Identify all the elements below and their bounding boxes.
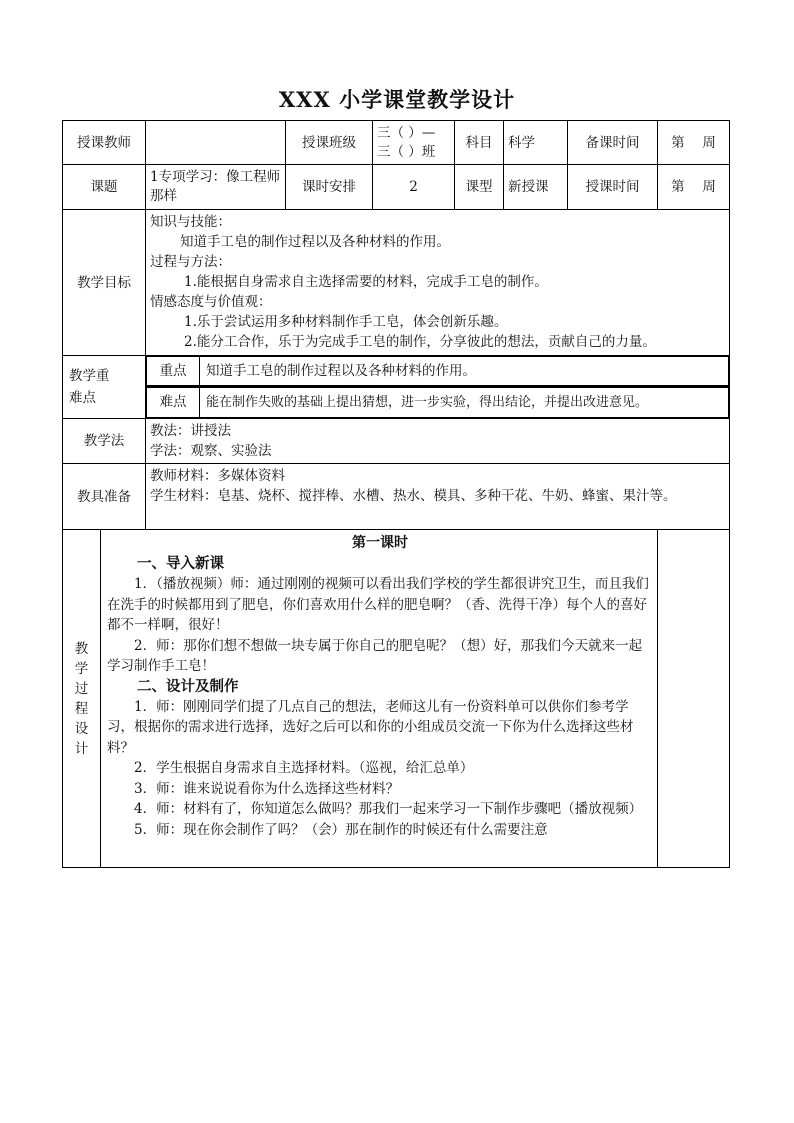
difficulty-inner bbox=[146, 387, 729, 418]
goals-line-2: 1.能根据自身需求自主选择需要的材料，完成手工皂的制作。 bbox=[184, 274, 548, 290]
topic-value: 1专项学习：像工程师那样 bbox=[146, 165, 286, 210]
teach-time-label: 授课时间 bbox=[568, 165, 658, 210]
difficulty-row bbox=[63, 387, 730, 419]
goals-line-4: 2.能分工合作，乐于为完成手工皂的制作，分享彼此的想法，贡献自己的力量。 bbox=[184, 334, 656, 350]
goals-label: 教学目标 bbox=[63, 210, 146, 356]
goals-line-3: 1.乐于尝试运用多种材料制作手工皂，体会创新乐趣。 bbox=[184, 314, 508, 330]
page-title: XXX 小学课堂教学设计 bbox=[278, 87, 516, 112]
learning-method: 学法：观察、实验法 bbox=[150, 443, 272, 459]
hours-label: 课时安排 bbox=[286, 165, 373, 210]
materials-label: 教具准备 bbox=[63, 464, 146, 530]
topic-row bbox=[63, 165, 730, 210]
process-label-char: 设 bbox=[74, 720, 89, 737]
teacher-materials: 教师材料：多媒体资料 bbox=[150, 468, 285, 484]
key-point-row bbox=[63, 356, 730, 387]
process-paragraph-7: 5．师：现在你会制作了吗？（会）那在制作的时候还有什么需要注意 bbox=[134, 821, 548, 838]
section-heading-design: 二、设计及制作 bbox=[137, 677, 239, 695]
topic-label: 课题 bbox=[63, 165, 146, 210]
process-paragraph-6: 4．师：材料有了，你知道怎么做吗？那我们一起来学习一下制作步骤吧（播放视频） bbox=[134, 801, 643, 817]
goals-content bbox=[146, 210, 730, 356]
subject-label: 科目 bbox=[455, 121, 504, 165]
process-row bbox=[63, 530, 730, 868]
difficulty-label: 难点 bbox=[147, 388, 200, 418]
subject-value: 科学 bbox=[504, 121, 568, 165]
process-label bbox=[63, 530, 101, 868]
class-value-line2: 三（ ）班 bbox=[377, 143, 436, 160]
process-paragraph-3: 1．师：刚刚同学们提了几点自己的想法，老师这儿有一份资料单可以供你们参考学习，根据你的需求进行选择，选好之后可以和你的小组成员交流一下你为什么选择这些材料？ bbox=[107, 698, 634, 756]
method-row bbox=[63, 419, 730, 464]
class-value bbox=[373, 121, 455, 165]
process-paragraph-5: 3．师：谁来说说看你为什么选择这些材料？ bbox=[134, 780, 400, 797]
hours-value: 2 bbox=[373, 165, 455, 210]
process-paragraph-4: 2．学生根据自身需求自主选择材料。（巡视，给汇总单） bbox=[134, 760, 474, 776]
process-label-char: 过 bbox=[74, 680, 89, 697]
process-label-char: 学 bbox=[74, 660, 89, 677]
goals-row bbox=[63, 210, 730, 356]
lesson-plan-table bbox=[62, 120, 730, 868]
process-notes-column bbox=[658, 530, 730, 868]
student-materials: 学生材料：皂基、烧杯、搅拌棒、水槽、热水、模具、多种干花、牛奶、蜂蜜、果汁等。 bbox=[150, 488, 677, 504]
lesson-heading: 第一课时 bbox=[352, 535, 408, 551]
type-value: 新授课 bbox=[504, 165, 568, 210]
teach-week-value: 第 周 bbox=[658, 165, 730, 210]
method-label: 教学法 bbox=[63, 419, 146, 464]
goals-heading-2: 过程与方法： bbox=[150, 254, 231, 270]
teacher-row bbox=[63, 121, 730, 165]
focus-label bbox=[63, 356, 146, 419]
process-label-char: 教 bbox=[74, 640, 89, 657]
process-paragraph-1: 1．（播放视频）师：通过刚刚的视频可以看出我们学校的学生都很讲究卫生，而且我们在洗手的时候都用到了肥皂，你们喜欢用什么样的肥皂啊？（香、洗得干净）每个人的喜好都不一样啊，很好！ bbox=[107, 576, 649, 633]
process-paragraph-2: 2．师：那你们想不想做一块专属于你自己的肥皂呢？（想）好，那我们今天就来一起学习制作手工皂！ bbox=[107, 637, 643, 674]
materials-content bbox=[146, 464, 730, 530]
class-value-line1: 三（ ）— bbox=[377, 124, 436, 141]
goals-heading-1: 知识与技能： bbox=[150, 214, 231, 230]
focus-label-line1: 教学重 bbox=[69, 368, 110, 384]
key-point-inner bbox=[146, 356, 729, 386]
prep-time-label: 备课时间 bbox=[568, 121, 658, 165]
goals-heading-3: 情感态度与价值观： bbox=[150, 294, 272, 310]
goals-line-1: 知道手工皂的制作过程以及各种材料的作用。 bbox=[180, 234, 450, 250]
materials-row bbox=[63, 464, 730, 530]
process-label-char: 计 bbox=[74, 740, 89, 757]
teacher-label: 授课教师 bbox=[63, 121, 146, 165]
teaching-method: 教法：讲授法 bbox=[150, 423, 231, 439]
teacher-value bbox=[146, 121, 286, 165]
method-content bbox=[146, 419, 730, 464]
prep-week-value: 第 周 bbox=[658, 121, 730, 165]
process-label-char: 程 bbox=[74, 700, 89, 717]
focus-label-line2: 难点 bbox=[69, 390, 96, 406]
section-heading-intro: 一、导入新课 bbox=[137, 555, 224, 572]
class-label: 授课班级 bbox=[286, 121, 373, 165]
key-point-label: 重点 bbox=[147, 357, 200, 386]
key-point-value: 知道手工皂的制作过程以及各种材料的作用。 bbox=[200, 357, 729, 386]
key-point-cell bbox=[146, 356, 730, 387]
type-label: 课型 bbox=[455, 165, 504, 210]
difficulty-cell bbox=[146, 387, 730, 419]
process-content bbox=[101, 530, 658, 868]
difficulty-value: 能在制作失败的基础上提出猜想，进一步实验，得出结论，并提出改进意见。 bbox=[200, 388, 729, 418]
